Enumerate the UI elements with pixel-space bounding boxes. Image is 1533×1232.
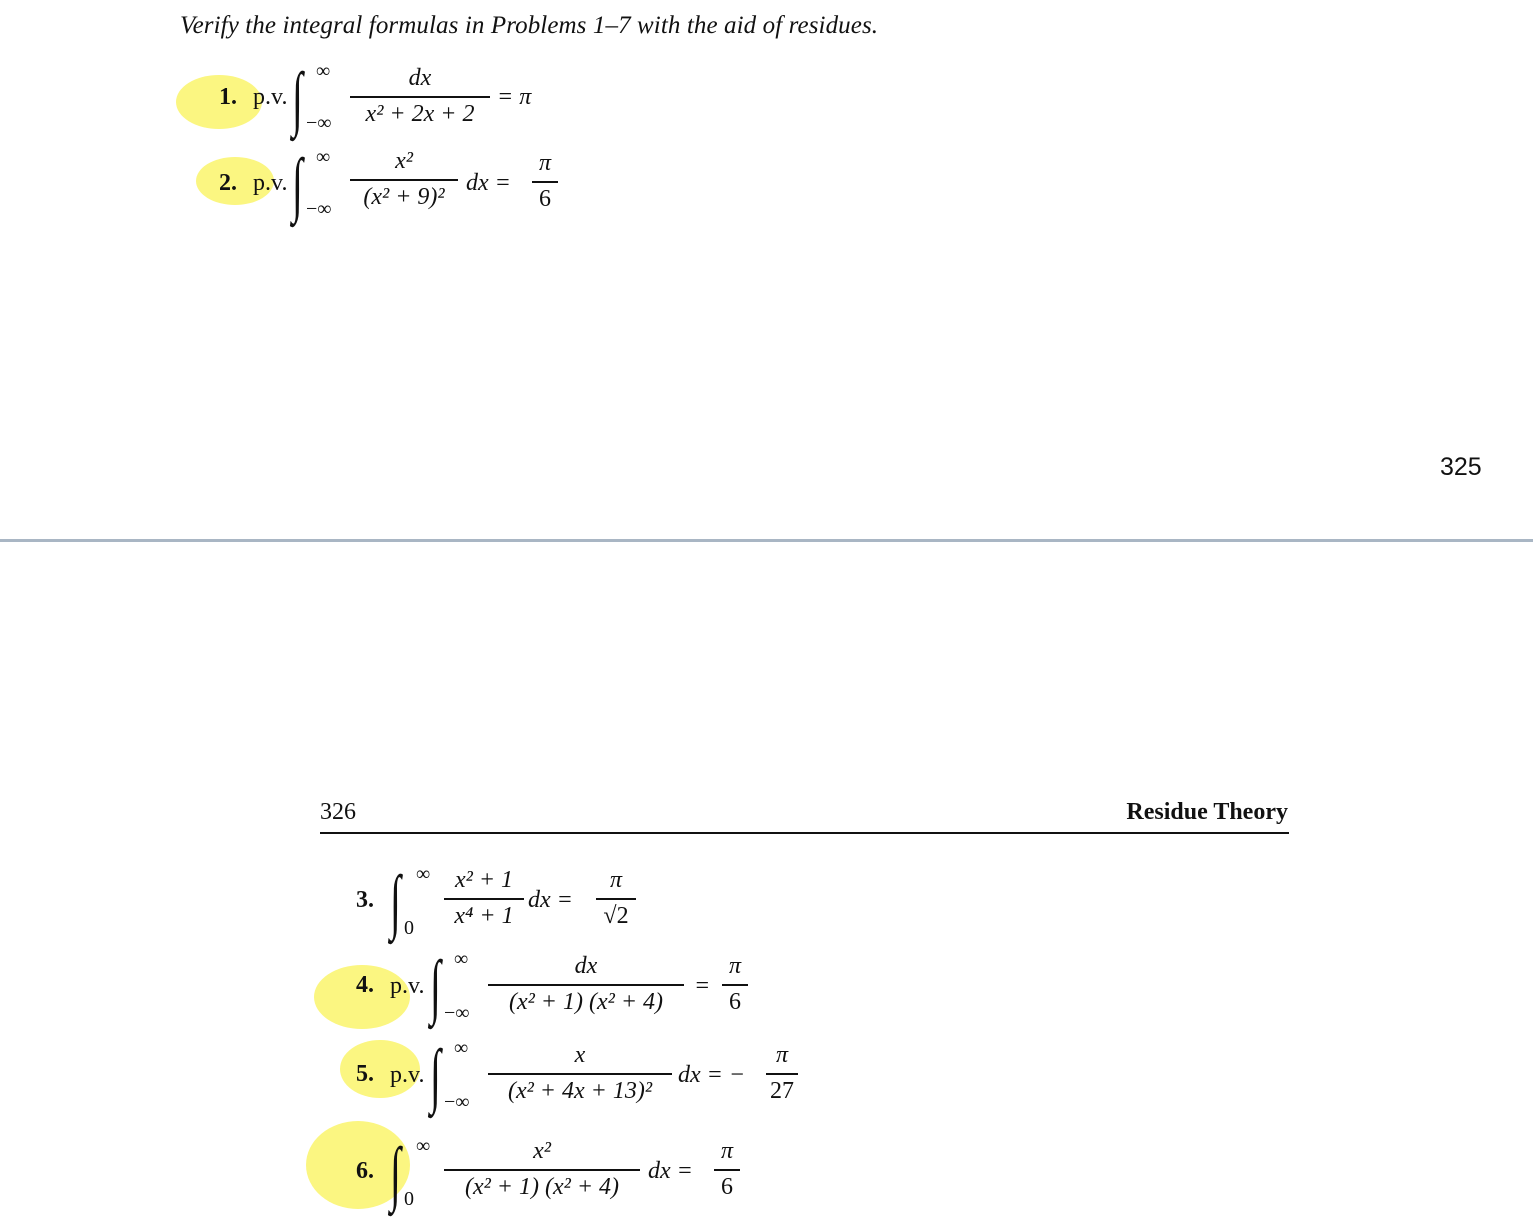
problem-number: 5. [356, 1061, 374, 1087]
denominator: (x² + 4x + 13)² [507, 1077, 653, 1104]
result-numerator: π [728, 953, 742, 979]
result-fraction [532, 150, 558, 213]
equals-result: = π [497, 84, 532, 110]
principal-value-label: p.v. [390, 1062, 425, 1088]
numerator: x² [395, 148, 413, 174]
lower-limit: −∞ [306, 198, 332, 220]
upper-limit: ∞ [454, 948, 469, 970]
problem-number: 4. [356, 972, 374, 998]
problem-number: 1. [219, 84, 237, 110]
fraction-bar [488, 984, 684, 986]
result-numerator: π [538, 150, 552, 176]
fraction-bar [714, 1169, 740, 1171]
page-number: 326 [320, 799, 356, 825]
problem-number: 6. [356, 1158, 374, 1184]
integral-sign: ∫ [390, 1133, 401, 1213]
lower-limit: 0 [404, 917, 414, 939]
lower-limit: −∞ [444, 1002, 470, 1024]
principal-value-label: p.v. [253, 170, 288, 196]
numerator: dx [408, 65, 432, 91]
lower-limit: −∞ [444, 1091, 470, 1113]
equals-sign: = [694, 973, 711, 999]
differential-equals: dx = [648, 1158, 693, 1184]
numerator: x [574, 1042, 586, 1068]
problem-number: 2. [219, 170, 237, 196]
result-numerator: π [775, 1042, 789, 1068]
lower-limit: 0 [404, 1188, 414, 1210]
result-denominator: 6 [539, 185, 551, 212]
denominator: x⁴ + 1 [454, 902, 514, 929]
fraction-bar [488, 1073, 672, 1075]
integral-sign: ∫ [430, 946, 441, 1026]
page-number: 325 [1440, 453, 1482, 481]
principal-value-label: p.v. [253, 84, 288, 110]
integrand-fraction [350, 148, 458, 211]
integral-sign: ∫ [430, 1035, 441, 1115]
differential-equals: dx = [466, 170, 511, 196]
integral-sign: ∫ [292, 144, 303, 224]
integrand-fraction [488, 953, 684, 1016]
integrand-fraction [444, 1138, 640, 1201]
problem-number: 3. [356, 887, 374, 913]
integrand-fraction [350, 65, 490, 128]
numerator: x² [533, 1138, 551, 1164]
result-fraction [766, 1042, 798, 1105]
result-denominator: 27 [770, 1077, 794, 1104]
integrand-fraction [488, 1042, 672, 1105]
numerator: dx [574, 953, 598, 979]
denominator: (x² + 9)² [363, 183, 445, 210]
upper-limit: ∞ [416, 1135, 431, 1157]
differential-equals: dx = [528, 887, 573, 913]
principal-value-label: p.v. [390, 973, 425, 999]
numerator: x² + 1 [454, 867, 514, 893]
header-rule [320, 832, 1289, 834]
integral-sign: ∫ [292, 58, 303, 138]
result-fraction [714, 1138, 740, 1201]
fraction-bar [532, 181, 558, 183]
upper-limit: ∞ [416, 863, 431, 885]
result-denominator: 6 [729, 988, 741, 1015]
fraction-bar [766, 1073, 798, 1075]
page-325 [0, 0, 1533, 540]
result-denominator: 6 [721, 1173, 733, 1200]
denominator: x² + 2x + 2 [365, 100, 475, 127]
fraction-bar [596, 898, 636, 900]
result-fraction [596, 867, 636, 930]
fraction-bar [444, 898, 524, 900]
result-numerator: π [609, 867, 623, 893]
fraction-bar [350, 179, 458, 181]
upper-limit: ∞ [316, 146, 331, 168]
page-326 [0, 545, 1533, 1232]
instruction-text: Verify the integral formulas in Problems 1–7 with the aid of residues. [180, 12, 879, 39]
fraction-bar [444, 1169, 640, 1171]
result-numerator: π [720, 1138, 734, 1164]
integral-sign: ∫ [390, 861, 401, 941]
page-divider [0, 539, 1533, 542]
denominator: (x² + 1) (x² + 4) [508, 988, 664, 1015]
fraction-bar [350, 96, 490, 98]
result-denominator: √2 [603, 902, 629, 929]
fraction-bar [722, 984, 748, 986]
denominator: (x² + 1) (x² + 4) [464, 1173, 620, 1200]
running-head: Residue Theory [1126, 799, 1288, 825]
upper-limit: ∞ [316, 60, 331, 82]
lower-limit: −∞ [306, 112, 332, 134]
integrand-fraction [444, 867, 524, 930]
result-fraction [722, 953, 748, 1016]
differential-equals: dx = − [678, 1062, 746, 1088]
upper-limit: ∞ [454, 1037, 469, 1059]
